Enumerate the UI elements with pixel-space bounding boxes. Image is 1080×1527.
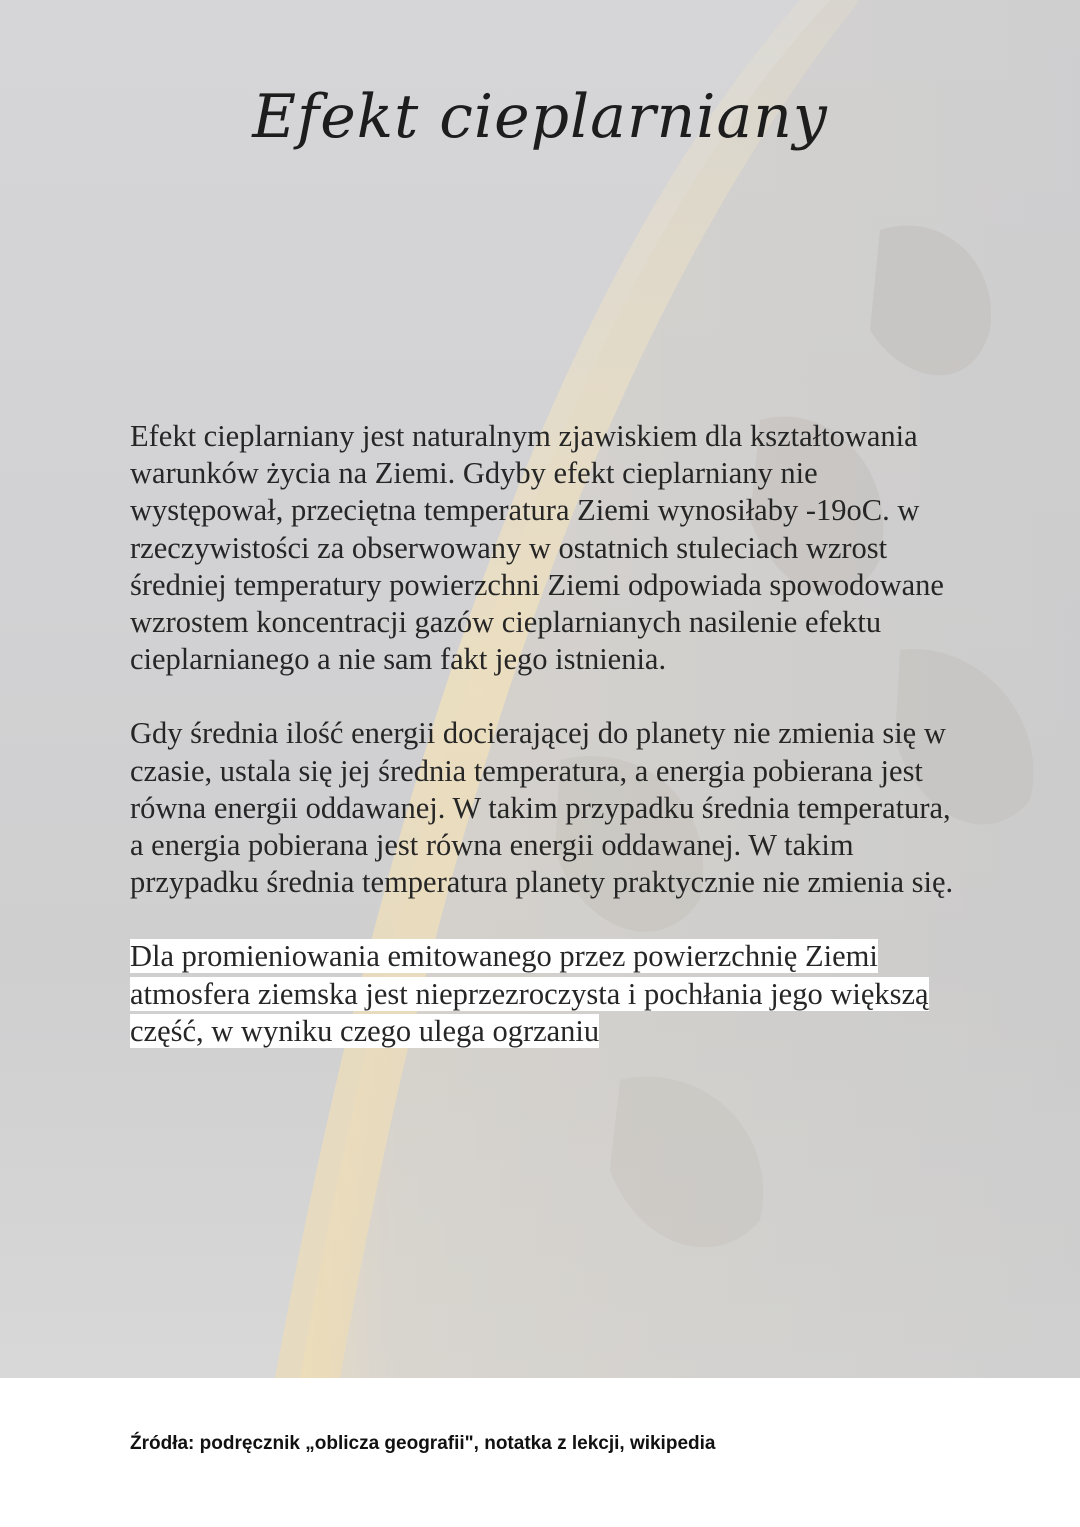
paragraph-radiation	[130, 938, 970, 1050]
page-title: Efekt cieplarniany	[252, 82, 828, 152]
sources-footer: Źródła: podręcznik „oblicza geografii", notatka z lekcji, wikipedia	[130, 1433, 716, 1454]
article-body	[130, 418, 970, 1087]
paragraph-energy-balance: Gdy średnia ilość energii docierającej do planety nie zmienia się w czasie, ustala się jej średnia temperatura, a energia pobierana jest równa energii oddawanej. W takim przypadku średnia temperatura, a energia pobierana jest równa energii oddawanej. W takim przypadku średnia temperatura planety praktycznie nie zmienia się.	[130, 716, 954, 900]
paragraph-radiation-text: Dla promieniowania emitowanego przez powierzchnię Ziemi atmosfera ziemska jest nieprzezroczysta i pochłania jego większą część, w wyniku czego ulega ogrzaniu	[130, 939, 929, 1048]
paragraph-intro: Efekt cieplarniany jest naturalnym zjawiskiem dla kształtowania warunków życia na Ziemi. Gdyby efekt cieplarniany nie występował, przeciętna temperatura Ziemi wynosiłaby -19oC. w rzeczywistości za obserwowany w ostatnich stuleciach wzrost średniej temperatury powierzchni Ziemi odpowiada spowodowane wzrostem koncentracji gazów cieplarnianych nasilenie efektu cieplarnianego a nie sam fakt jego istnienia.	[130, 419, 944, 677]
